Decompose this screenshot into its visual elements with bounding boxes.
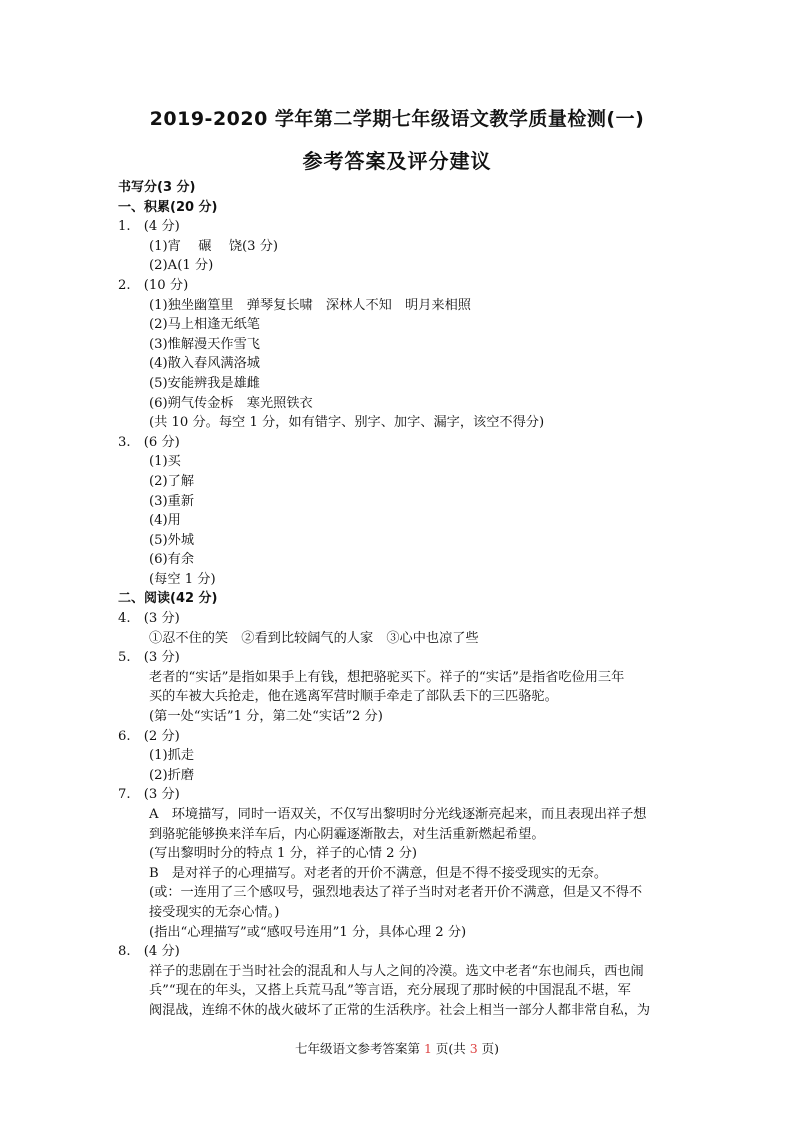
section-heading: 一、积累(20 分) <box>118 199 218 215</box>
page-title: 2019-2020 学年第二学期七年级语文教学质量检测(一) <box>149 108 645 130</box>
answer-line: (写出黎明时分的特点 1 分，祥子的心情 2 分) <box>149 846 418 862</box>
answer-line: (1)抓走 <box>149 748 195 764</box>
answer-line: (2)A(1 分) <box>149 258 214 274</box>
answer-line: (6)朔气传金柝 寒光照铁衣 <box>149 395 313 411</box>
answer-line: (每空 1 分) <box>149 571 216 587</box>
answer-line: 祥子的悲剧在于当时社会的混乱和人与人之间的冷漠。选文中老者“东也闹兵，西也闹 <box>149 963 644 979</box>
answer-line: 1. (4 分) <box>118 219 180 235</box>
answer-line: 买的车被大兵抢走，他在逃离军营时顺手牵走了部队丢下的三匹骆驼。 <box>149 689 558 705</box>
answer-line: 到骆驼能够换来洋车后，内心阴霾逐渐散去，对生活重新燃起希望。 <box>149 826 545 842</box>
answer-line: A 环境描写，同时一语双关，不仅写出黎明时分光线逐渐亮起来，而且表现出祥子想 <box>149 807 647 822</box>
answer-line: (6)有余 <box>149 552 195 568</box>
footer-suffix: 页) <box>477 1041 500 1056</box>
page-subtitle: 参考答案及评分建议 <box>302 149 492 173</box>
answer-line: (4)散入春风满洛城 <box>149 356 260 372</box>
answer-line: 老者的“实话”是指如果手上有钱，想把骆驼买下。祥子的“实话”是指省吃俭用三年 <box>149 669 625 685</box>
answer-line: 5. (3 分) <box>118 650 180 666</box>
answer-line: (共 10 分。每空 1 分，如有错字、别字、加字、漏字，该空不得分) <box>149 415 545 431</box>
answer-line: 4. (3 分) <box>118 611 180 627</box>
answer-line: 阀混战，连绵不休的战火破坏了正常的生活秩序。社会上相当一部分人都非常自私，为 <box>149 1002 651 1018</box>
footer-prefix: 七年级语文参考答案第 <box>294 1041 424 1056</box>
footer-page-total: 3 <box>469 1041 478 1056</box>
answer-line: (1)宵 碾 饶(3 分) <box>149 238 279 254</box>
answer-line: 7. (3 分) <box>118 787 180 803</box>
answer-line: (指出“心理描写”或“感叹号连用”1 分，具体心理 2 分) <box>149 924 467 940</box>
answer-line: (或：一连用了三个感叹号，强烈地表达了祥子当时对老者开价不满意，但是又不得不 <box>149 885 643 901</box>
footer-page-number: 1 <box>423 1041 432 1056</box>
answer-line: (2)马上相逢无纸笔 <box>149 317 260 333</box>
page-footer <box>0 1039 794 1057</box>
answer-line: (5)外城 <box>149 532 195 548</box>
answer-line: (3)重新 <box>149 493 195 509</box>
answer-content <box>118 178 678 1021</box>
answer-line: 接受现实的无奈心情。) <box>149 904 280 920</box>
answer-line: (4)用 <box>149 513 181 529</box>
answer-line: 8. (4 分) <box>118 944 180 960</box>
answer-line: 3. (6 分) <box>118 434 180 450</box>
section-heading: 书写分(3 分) <box>118 180 196 195</box>
answer-line: 6. (2 分) <box>118 728 180 744</box>
answer-line: (1)独坐幽篁里 弹琴复长啸 深林人不知 明月来相照 <box>149 297 471 313</box>
answer-line: (2)折磨 <box>149 767 195 783</box>
answer-line: (5)安能辨我是雄雌 <box>149 375 260 391</box>
answer-line: 2. (10 分) <box>118 277 189 293</box>
answer-line: 兵”“现在的年头，又搭上兵荒马乱”等言语，充分展现了那时候的中国混乱不堪，军 <box>149 983 631 999</box>
answer-line: (2)了解 <box>149 473 195 489</box>
answer-line: (1)买 <box>149 454 181 470</box>
footer-middle: 页(共 <box>431 1041 470 1056</box>
answer-line: ①忍不住的笑 ②看到比较阔气的人家 ③心中也凉了些 <box>149 630 479 646</box>
answer-line: (第一处“实话”1 分，第二处“实话”2 分) <box>149 709 383 725</box>
section-heading: 二、阅读(42 分) <box>118 591 218 607</box>
answer-line: (3)惟解漫天作雪飞 <box>149 336 260 352</box>
answer-line: B 是对祥子的心理描写。对老者的开价不满意，但是不得不接受现实的无奈。 <box>149 865 608 881</box>
